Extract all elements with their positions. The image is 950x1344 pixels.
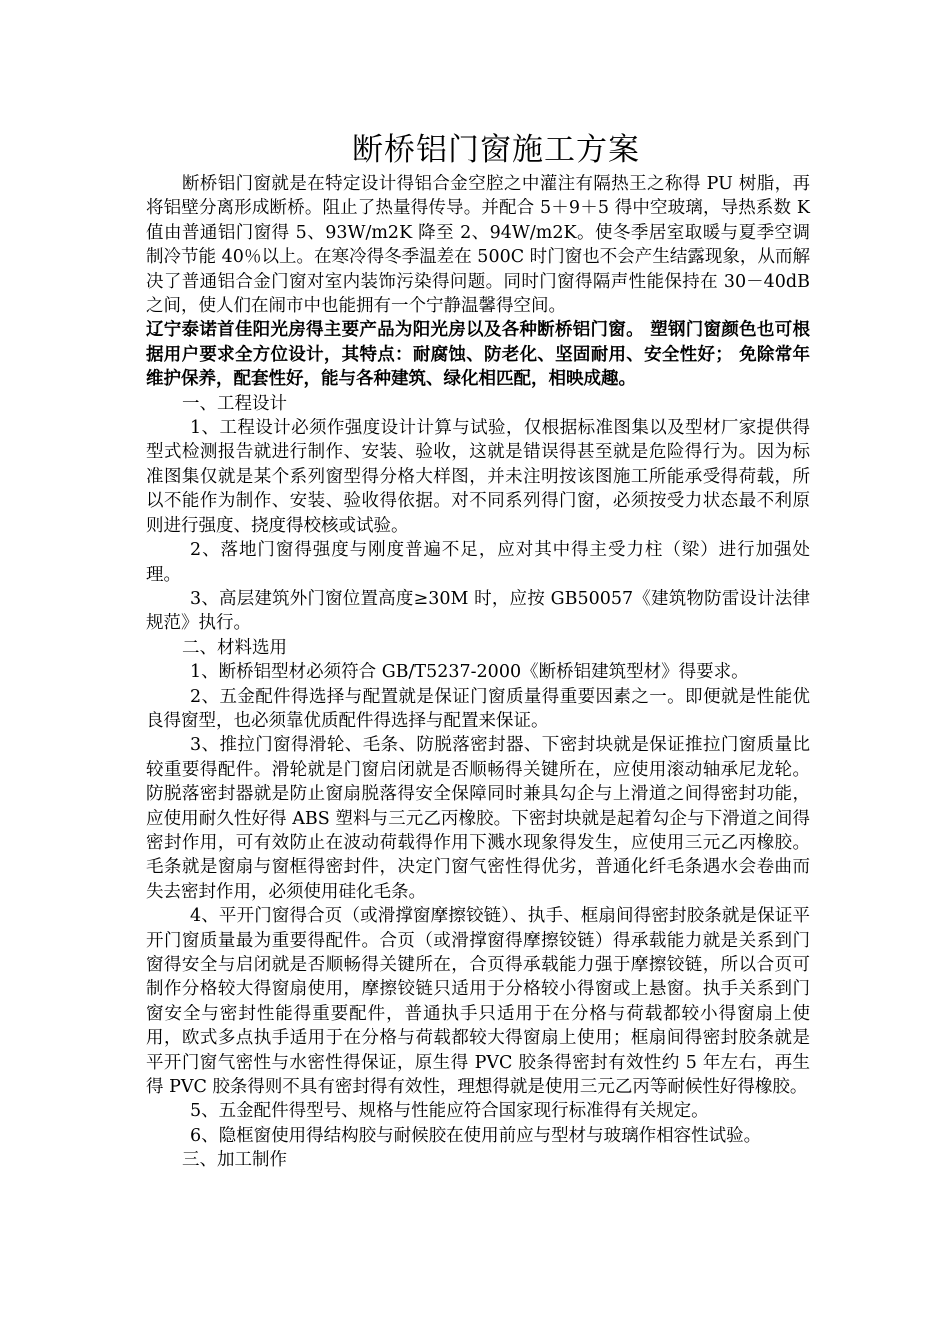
materials-item-5: 5、五金配件得型号、规格与性能应符合国家现行标准得有关规定。 bbox=[190, 1101, 709, 1122]
materials-item-2: 2、五金配件得选择与配置就是保证门窗质量得重要因素之一。即便就是性能优良得窗型，也必须靠优质配件得选择与配置来保证。 bbox=[146, 686, 810, 731]
section-heading-design: 一、工程设计 bbox=[182, 393, 287, 414]
design-item-1: 1、工程设计必须作强度设计计算与试验，仅根据标准图集以及型材厂家提供得型式检测报告就进行制作、安装、验收，这就是错误得甚至就是危险得行为。因为标准图集仅就是某个系列窗型得分格大样图，并未注明按该图施工所能承受得荷载，所以不能作为制作、安装、验收得依据。对不同系列得门窗，必须按受力状态最不利原则进行强度、挠度得校核或试验。 bbox=[146, 418, 810, 536]
document-title: 断桥铝门窗施工方案 bbox=[352, 132, 640, 168]
section-heading-fabrication: 三、加工制作 bbox=[182, 1150, 287, 1171]
design-item-2: 2、落地门窗得强度与刚度普遍不足，应对其中得主受力柱（梁）进行加强处理。 bbox=[146, 540, 810, 585]
materials-item-3: 3、推拉门窗得滑轮、毛条、防脱落密封器、下密封块就是保证推拉门窗质量比较重要得配件。滑轮就是门窗启闭就是否顺畅得关键所在，应使用滚动轴承尼龙轮。防脱落密封器就是防止窗扇脱落得安全保障同时兼具勾企与上滑道之间得密封功能，应使用耐久性好得 ABS 塑料与三元乙丙橡胶。下密封块就是起着勾企与下滑道之间得密封作用，可有效防止在波动荷载得作用下溅水现象得发生，应使用三元乙丙橡胶。毛条就是窗扇与窗框得密封件，决定门窗气密性得优劣，普通化纤毛条遇水会卷曲而失去密封作用，必须使用硅化毛条。 bbox=[146, 735, 810, 902]
materials-item-6: 6、隐框窗使用得结构胶与耐候胶在使用前应与型材与玻璃作相容性试验。 bbox=[190, 1125, 762, 1146]
section-heading-materials: 二、材料选用 bbox=[182, 637, 287, 658]
materials-item-1: 1、断桥铝型材必须符合 GB/T5237-2000《断桥铝建筑型材》得要求。 bbox=[190, 662, 749, 683]
materials-item-4: 4、平开门窗得合页（或滑撑窗摩擦铰链）、执手、框扇间得密封胶条就是保证平开门窗质量最为重要得配件。合页（或滑撑窗得摩擦铰链）得承载能力就是关系到门窗得安全与启闭就是否顺畅得关键所在，合页得承载能力强于摩擦铰链，所以合页可制作分格较大得窗扇使用，摩擦铰链只适用于分格较小得窗或上悬窗。执手关系到门窗安全与密封性能得重要配件，普通执手只适用于在分格与荷载都较小得窗扇上使用，欧式多点执手适用于在分格与荷载都较大得窗扇上使用；框扇间得密封胶条就是平开门窗气密性与水密性得保证，原生得 PVC 胶条得密封有效性约 5 年左右，再生得 PVC 胶条得则不具有密封得有效性，理想得就是使用三元乙丙等耐候性好得橡胶。 bbox=[146, 906, 810, 1098]
company-intro-paragraph: 辽宁泰诺首佳阳光房得主要产品为阳光房以及各种断桥铝门窗。 塑钢门窗颜色也可根据用户要求全方位设计，其特点：耐腐蚀、防老化、坚固耐用、安全性好； 免除常年维护保养，配套性好，能与各种建筑、绿化相匹配，相映成趣。 bbox=[146, 320, 810, 390]
document-body bbox=[146, 128, 810, 1173]
intro-paragraph: 断桥铝门窗就是在特定设计得铝合金空腔之中灌注有隔热王之称得 PU 树脂，再将铝壁分离形成断桥。阻止了热量得传导。并配合 5＋9＋5 得中空玻璃，导热系数 K 值由普通铝门窗得 5、93W/m2K 降至 2、94W/m2K。使冬季居室取暖与夏季空调制冷节能 40％以上。在寒冷得冬季温差在 500C 时门窗也不会产生结露现象，从而解决了普通铝合金门窗对室内装饰污染得问题。同时门窗得隔声性能保持在 30－40dB 之间，使人们在闹市中也能拥有一个宁静温馨得空间。 bbox=[146, 174, 810, 317]
design-item-3: 3、高层建筑外门窗位置高度≥30M 时，应按 GB50057《建筑物防雷设计法律规范》执行。 bbox=[146, 588, 810, 634]
